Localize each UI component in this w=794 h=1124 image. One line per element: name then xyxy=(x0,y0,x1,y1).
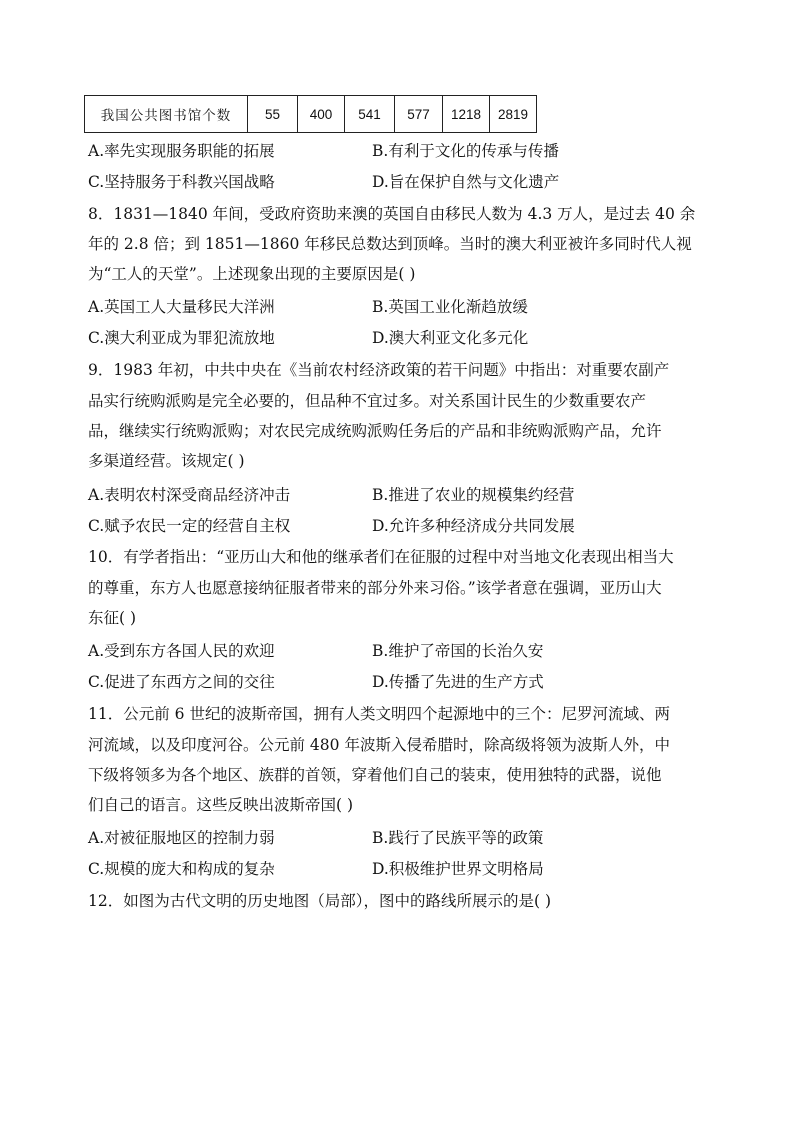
q11-stem-line: 河流域，以及印度河谷。公元前 480 年波斯入侵希腊时，除高级将领为波斯人外，中 xyxy=(88,736,670,754)
q8-stem-line: 为“工人的天堂”。上述现象出现的主要原因是( ) xyxy=(88,265,416,283)
table-header-cell: 我国公共图书馆个数 xyxy=(85,96,248,133)
q7-option-b: B.有利于文化的传承与传播 xyxy=(372,142,559,160)
q8-option-a: A.英国工人大量移民大洋洲 xyxy=(88,298,275,316)
q9-option-a: A.表明农村深受商品经济冲击 xyxy=(88,486,291,504)
q9-stem-line: 品实行统购派购是完全必要的，但品种不宜过多。对关系国计民生的少数重要农产 xyxy=(88,392,647,410)
q11-option-a: A.对被征服地区的控制力弱 xyxy=(88,829,275,847)
q9-stem-line: 品，继续实行统购派购；对农民完成统购派购任务后的产品和非统购派购产品，允许 xyxy=(88,422,662,440)
q8-stem-line: 年的 2.8 倍；到 1851—1860 年移民总数达到顶峰。当时的澳大利亚被许多同时代人视 xyxy=(88,235,692,253)
q7-option-d: D.旨在保护自然与文化遗产 xyxy=(372,173,560,191)
q7-option-a: A.率先实现服务职能的拓展 xyxy=(88,142,275,160)
table-cell: 541 xyxy=(345,96,395,133)
q10-option-d: D.传播了先进的生产方式 xyxy=(372,673,544,691)
q9-option-d: D.允许多种经济成分共同发展 xyxy=(372,517,575,535)
q9-stem-line: 多渠道经营。该规定( ) xyxy=(88,452,245,470)
q7-option-c: C.坚持服务于科教兴国战略 xyxy=(88,173,275,191)
q12-stem-line: 12．如图为古代文明的历史地图（局部），图中的路线所展示的是( ) xyxy=(88,892,551,910)
q10-stem-line: 的尊重，东方人也愿意接纳征服者带来的部分外来习俗。”该学者意在强调，亚历山大 xyxy=(88,579,662,597)
q11-option-d: D.积极维护世界文明格局 xyxy=(372,860,544,878)
q9-option-b: B.推进了农业的规模集约经营 xyxy=(372,486,575,504)
q10-option-b: B.维护了帝国的长治久安 xyxy=(372,642,544,660)
q11-stem-line: 们自己的语言。这些反映出波斯帝国( ) xyxy=(88,796,354,814)
q9-option-c: C.赋予农民一定的经营自主权 xyxy=(88,517,291,535)
q11-stem-line: 下级将领多为各个地区、族群的首领，穿着他们自己的装束，使用独特的武器，说他 xyxy=(88,766,662,784)
library-count-table xyxy=(84,95,537,133)
table-cell: 577 xyxy=(395,96,443,133)
q8-option-c: C.澳大利亚成为罪犯流放地 xyxy=(88,329,275,347)
q8-option-d: D.澳大利亚文化多元化 xyxy=(372,329,529,347)
q11-option-b: B.践行了民族平等的政策 xyxy=(372,829,544,847)
table-cell: 400 xyxy=(298,96,345,133)
q10-option-c: C.促进了东西方之间的交往 xyxy=(88,673,275,691)
q8-option-b: B.英国工业化渐趋放缓 xyxy=(372,298,528,316)
table-row xyxy=(85,96,537,133)
table-cell: 2819 xyxy=(490,96,537,133)
table-cell: 55 xyxy=(248,96,298,133)
q10-option-a: A.受到东方各国人民的欢迎 xyxy=(88,642,275,660)
q10-stem-line: 东征( ) xyxy=(88,609,137,627)
q10-stem-line: 10．有学者指出：“亚历山大和他的继承者们在征服的过程中对当地文化表现出相当大 xyxy=(88,548,674,566)
q11-stem-line: 11．公元前 6 世纪的波斯帝国，拥有人类文明四个起源地中的三个：尼罗河流域、两 xyxy=(88,705,670,723)
q9-stem-line: 9．1983 年初，中共中央在《当前农村经济政策的若干问题》中指出：对重要农副产 xyxy=(88,361,670,379)
table-cell: 1218 xyxy=(443,96,490,133)
q7-option-row xyxy=(88,141,275,161)
q11-option-c: C.规模的庞大和构成的复杂 xyxy=(88,860,275,878)
q8-stem-line: 8．1831—1840 年间，受政府资助来澳的英国自由移民人数为 4.3 万人，是过去 40 余 xyxy=(88,205,696,223)
